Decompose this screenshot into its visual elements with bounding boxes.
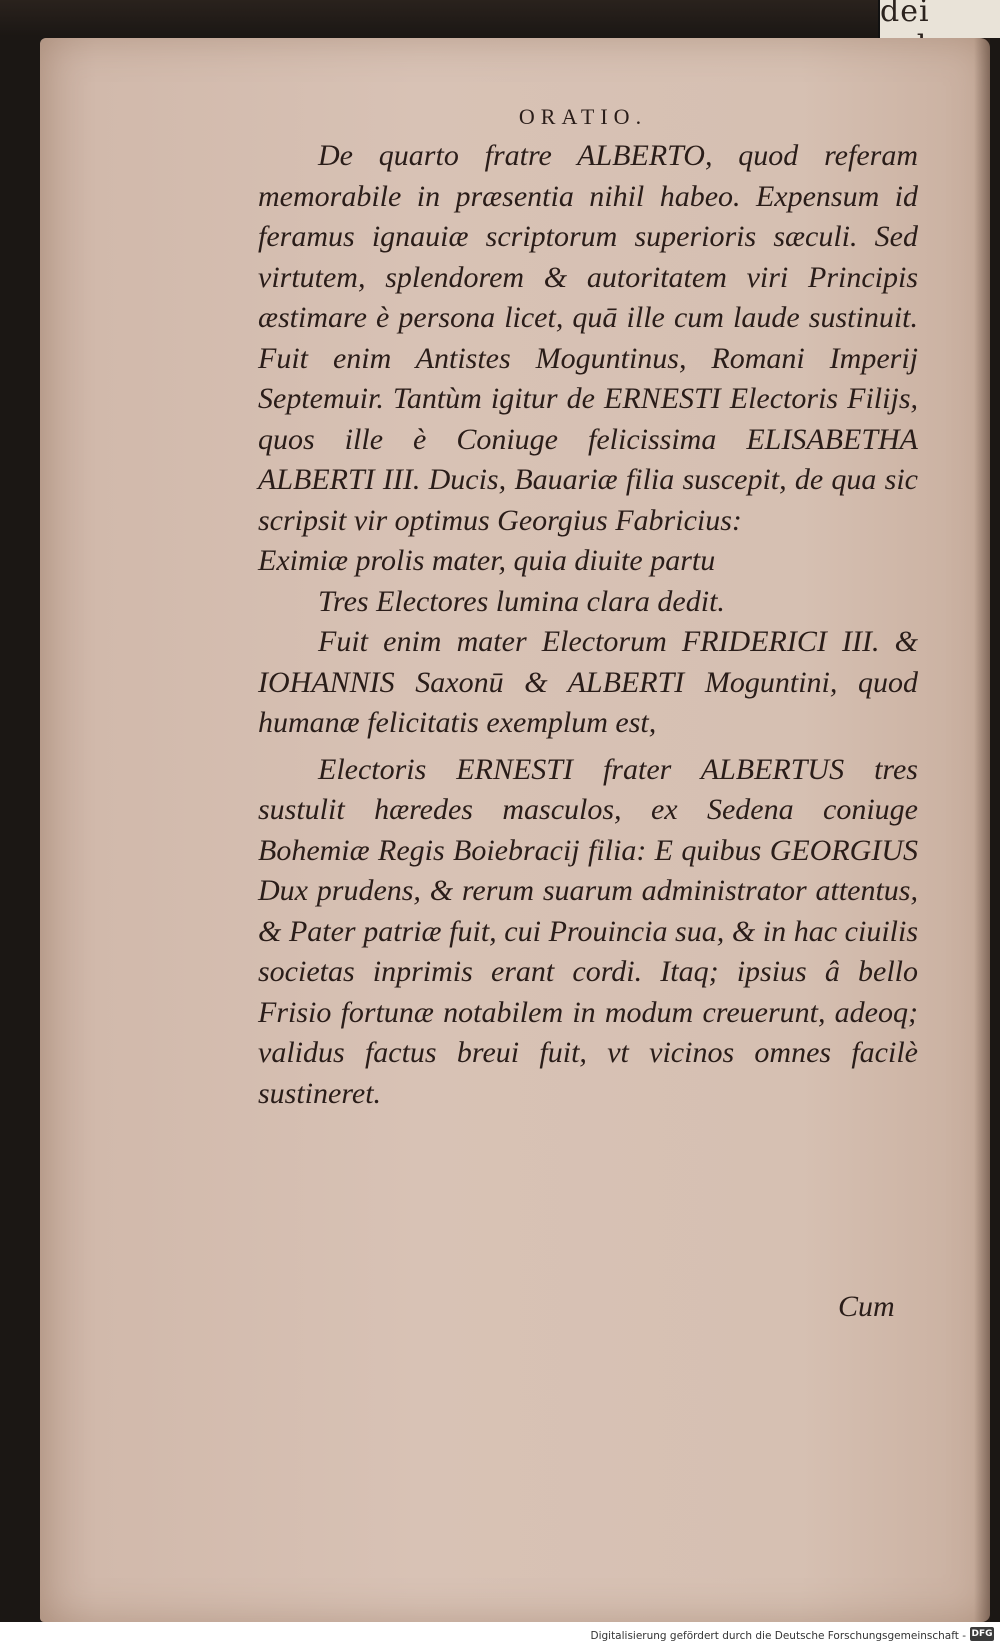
- paragraph-1: De quarto fratre ALBERTO, quod referam memorabile in præsentia nihil habeo. Expensum id feramus ignauiæ scriptorum superioris sæculi. Sed virtutem, splendorem & autoritatem viri Principis æstimare è persona licet, quā ille cum laude sustinuit. Fuit enim Antistes Moguntinus, Romani Imperij Septemuir. Tantùm igitur de ERNESTI Electoris Filijs, quos ille è Coniuge felicissima ELISABETHA ALBERTI III. Ducis, Bauariæ filia suscepit, de qua sic scripsit vir optimus Georgius Fabricius:: [258, 139, 918, 537]
- verse-line-2: Tres Electores lumina clara dedit.: [318, 584, 725, 618]
- paragraph-3: Electoris ERNESTI frater ALBERTUS tres sustulit hæredes masculos, ex Sedena coniuge Bohemiæ Regis Boiebracij filia: E quibus GEORGIUS Dux prudens, & rerum suarum administrator attentus, & Pater patriæ fuit, cui Prouincia sua, & in hac ciuilis societas inprimis erant cordi. Itaq; ipsius â bello Frisio fortunæ notabilem in modum creuerunt, adeoq; validus factus breui fuit, vt vicinos omnes facilè sustineret.: [258, 752, 918, 1110]
- neighbor-page-text: dei: [880, 0, 930, 29]
- footer-bar: [0, 1622, 1000, 1646]
- dfg-logo-icon: DFG: [971, 1629, 993, 1639]
- footer-credit: Digitalisierung gefördert durch die Deutsche Forschungsgemeinschaft -: [590, 1630, 966, 1642]
- verse-line-1: Eximiæ prolis mater, quia diuite partu: [258, 544, 716, 577]
- page-edge-shadow: [974, 38, 990, 1622]
- running-header: ORATIO.: [518, 104, 648, 129]
- scan-top-strip: [0, 0, 1000, 36]
- catchword: Cum: [838, 1290, 895, 1323]
- paragraph-2: Fuit enim mater Electorum FRIDERICI III. & IOHANNIS Saxonū & ALBERTI Moguntini, quod humanæ felicitatis exemplum est,: [258, 625, 918, 739]
- page-text-block: [258, 100, 918, 1114]
- neighbor-page-fragment: [878, 0, 1000, 38]
